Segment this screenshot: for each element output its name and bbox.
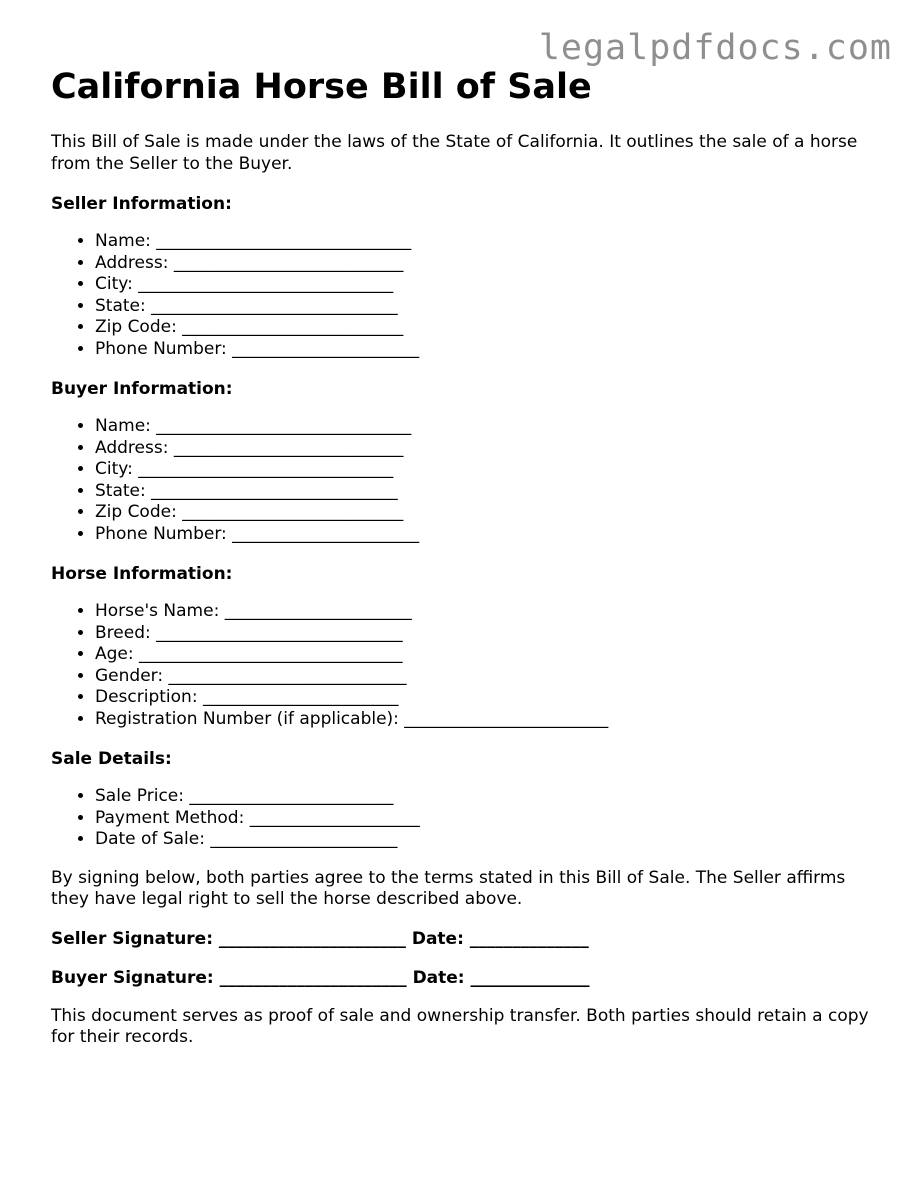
horse-registration-field: • Registration Number (if applicable): ________________________ bbox=[95, 709, 881, 731]
seller-fields-list bbox=[51, 231, 881, 360]
buyer-phone-field: • Phone Number: ______________________ bbox=[95, 524, 881, 546]
horse-description-field: • Description: _______________________ bbox=[95, 687, 881, 709]
sale-price-field: • Sale Price: ________________________ bbox=[95, 786, 881, 808]
watermark: legalpdfdocs.com bbox=[538, 28, 892, 68]
horse-gender-field: • Gender: ____________________________ bbox=[95, 666, 881, 688]
page-title: California Horse Bill of Sale bbox=[51, 67, 592, 107]
horse-age-field: • Age: _______________________________ bbox=[95, 644, 881, 666]
buyer-heading: Buyer Information: bbox=[51, 379, 233, 399]
seller-phone-field: • Phone Number: ______________________ bbox=[95, 339, 881, 361]
closing-paragraph: By signing below, both parties agree to the terms stated in this Bill of Sale. The Seller affirms they have legal right to sell the horse described above. bbox=[51, 867, 846, 909]
seller-city-field: • City: ______________________________ bbox=[95, 274, 881, 296]
horse-breed-field: • Breed: _____________________________ bbox=[95, 623, 881, 645]
seller-state-field: • State: _____________________________ bbox=[95, 296, 881, 318]
buyer-city-field: • City: ______________________________ bbox=[95, 459, 881, 481]
buyer-address-field: • Address: ___________________________ bbox=[95, 438, 881, 460]
seller-address-field: • Address: ___________________________ bbox=[95, 253, 881, 275]
document-page bbox=[51, 62, 881, 1049]
sale-heading: Sale Details: bbox=[51, 749, 172, 769]
payment-method-field: • Payment Method: ____________________ bbox=[95, 808, 881, 830]
sale-fields-list bbox=[51, 786, 881, 851]
buyer-state-field: • State: _____________________________ bbox=[95, 481, 881, 503]
buyer-signature-line: Buyer Signature: ______________________ Date: ______________ bbox=[51, 967, 590, 988]
horse-name-field: • Horse's Name: ______________________ bbox=[95, 601, 881, 623]
seller-signature-line: Seller Signature: ______________________ Date: ______________ bbox=[51, 928, 589, 949]
seller-heading: Seller Information: bbox=[51, 194, 232, 214]
seller-zip-field: • Zip Code: __________________________ bbox=[95, 317, 881, 339]
buyer-zip-field: • Zip Code: __________________________ bbox=[95, 502, 881, 524]
seller-name-field: • Name: ______________________________ bbox=[95, 231, 881, 253]
final-note: This document serves as proof of sale and ownership transfer. Both parties should retain a copy for their records. bbox=[51, 1005, 869, 1047]
intro-paragraph: This Bill of Sale is made under the laws of the State of California. It outlines the sale of a horse from the Seller to the Buyer. bbox=[51, 132, 858, 174]
horse-fields-list bbox=[51, 601, 881, 730]
buyer-name-field: • Name: ______________________________ bbox=[95, 416, 881, 438]
buyer-fields-list bbox=[51, 416, 881, 545]
sale-date-field: • Date of Sale: ______________________ bbox=[95, 829, 881, 851]
horse-heading: Horse Information: bbox=[51, 564, 233, 584]
